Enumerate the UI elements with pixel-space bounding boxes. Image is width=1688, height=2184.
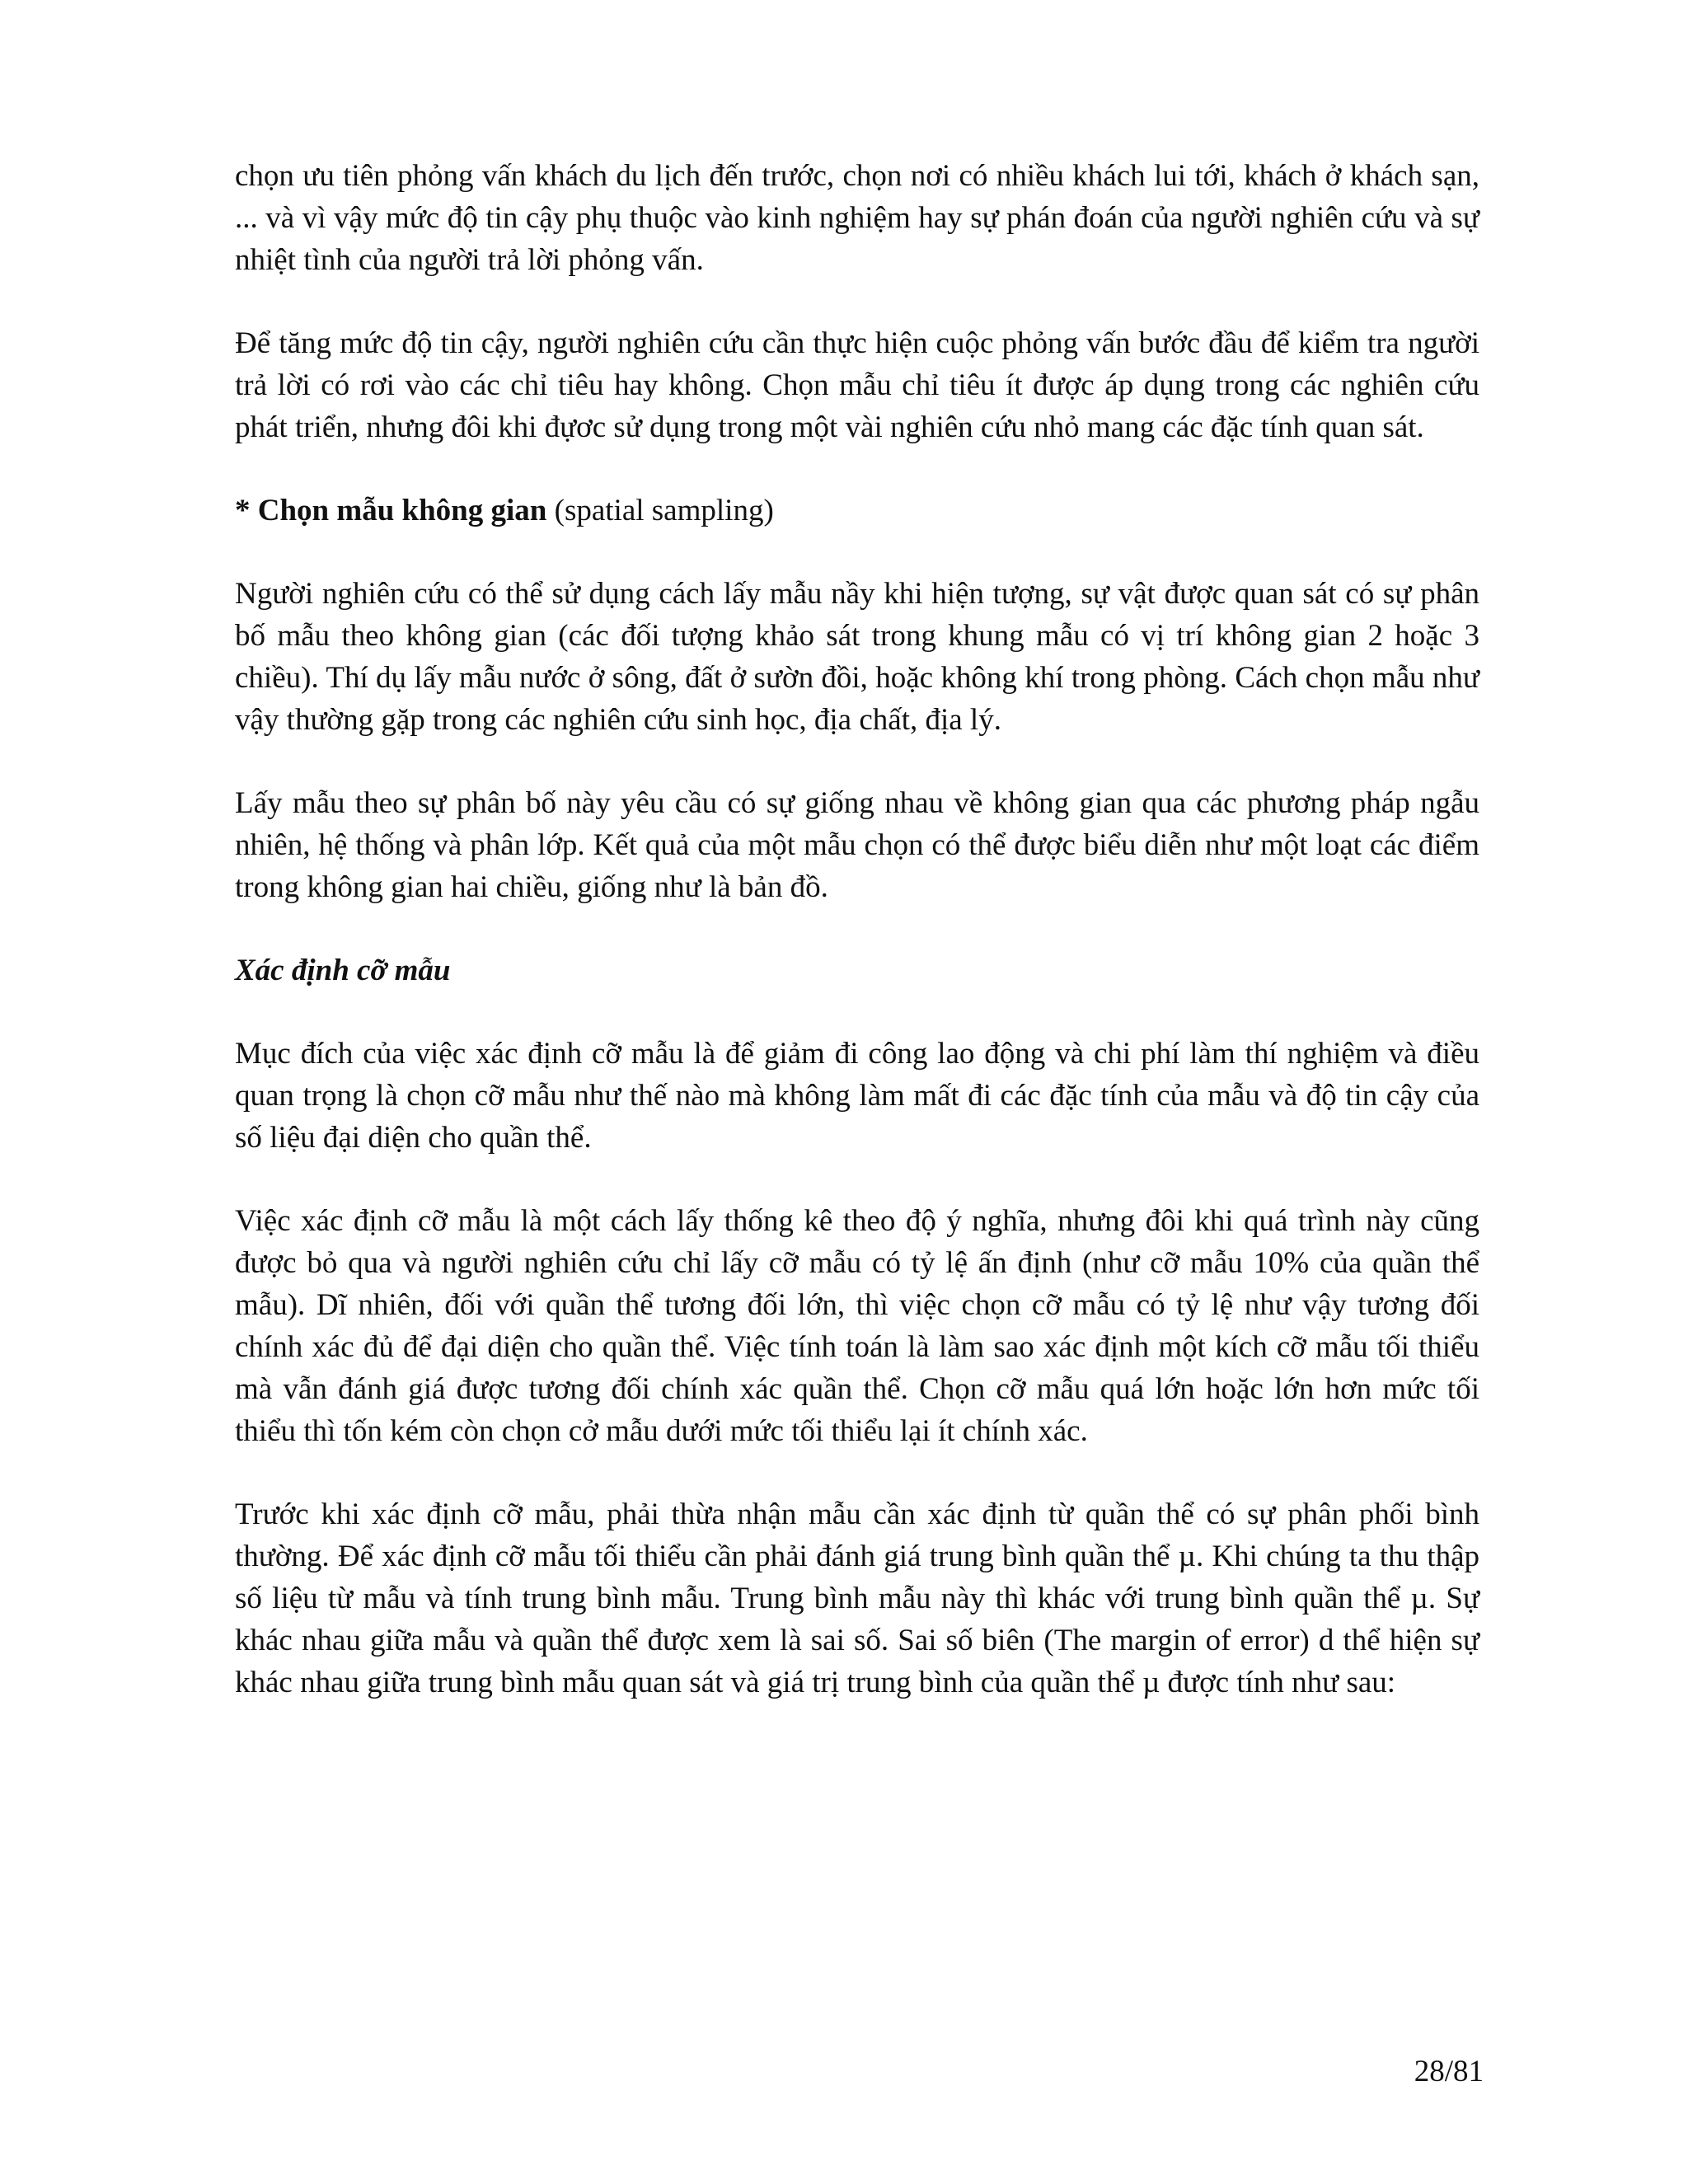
paragraph-spatial-distribution: Lấy mẫu theo sự phân bố này yêu cầu có sự giống nhau về không gian qua các phương pháp ngẫu nhiên, hệ thống và phân lớp. Kết quả của một mẫu chọn có thể được biểu diễn như một loạt các điểm trong không gian hai chiều, giống như là bản đồ. <box>235 786 1479 904</box>
heading-spatial-sampling <box>235 490 1479 532</box>
document-page <box>235 155 1479 1745</box>
paragraph-spatial-description: Người nghiên cứu có thể sử dụng cách lấy mẫu nầy khi hiện tượng, sự vật được quan sát có sự phân bố mẫu theo không gian (các đối tượng khảo sát trong khung mẫu có vị trí không gian 2 hoặc 3 chiều). Thí dụ lấy mẫu nước ở sông, đất ở sườn đồi, hoặc không khí trong phòng. Cách chọn mẫu như vậy thường gặp trong các nghiên cứu sinh học, địa chất, địa lý. <box>235 577 1479 737</box>
heading-spatial-sampling-bold: * Chọn mẫu không gian <box>235 494 547 527</box>
paragraph-margin-of-error: Trước khi xác định cỡ mẫu, phải thừa nhận mẫu cần xác định từ quần thể có sự phân phối bình thường. Để xác định cỡ mẫu tối thiểu cần phải đánh giá trung bình quần thể µ. Khi chúng ta thu thập số liệu từ mẫu và tính trung bình mẫu. Trung bình mẫu này thì khác với trung bình quần thể µ. Sự khác nhau giữa mẫu và quần thể được xem là sai số. Sai số biên (The margin of error) d thể hiện sự khác nhau giữa trung bình mẫu quan sát và giá trị trung bình của quần thể µ được tính như sau: <box>235 1497 1479 1699</box>
heading-spatial-sampling-english: (spatial sampling) <box>546 494 774 527</box>
paragraph-reliability: Để tăng mức độ tin cậy, người nghiên cứu cần thực hiện cuộc phỏng vấn bước đầu để kiểm tra người trả lời có rơi vào các chỉ tiêu hay không. Chọn mẫu chỉ tiêu ít được áp dụng trong các nghiên cứu phát triển, nhưng đôi khi đựơc sử dụng trong một vài nghiên cứu nhỏ mang các đặc tính quan sát. <box>235 326 1479 444</box>
page-number: 28/81 <box>1414 2055 1484 2088</box>
heading-sample-size: Xác định cỡ mẫu <box>235 954 451 987</box>
paragraph-quota-sampling-end: chọn ưu tiên phỏng vấn khách du lịch đến trước, chọn nơi có nhiều khách lui tới, khách ở khách sạn, ... và vì vậy mức độ tin cậy phụ thuộc vào kinh nghiệm hay sự phán đoán của người nghiên cứu và sự nhiệt tình của người trả lời phỏng vấn. <box>235 159 1479 277</box>
paragraph-sample-size-method: Việc xác định cỡ mẫu là một cách lấy thống kê theo độ ý nghĩa, nhưng đôi khi quá trình này cũng được bỏ qua và người nghiên cứu chỉ lấy cỡ mẫu có tỷ lệ ấn định (như cỡ mẫu 10% của quần thể mẫu). Dĩ nhiên, đối với quần thể tương đối lớn, thì việc chọn cỡ mẫu có tỷ lệ như vậy tương đối chính xác đủ để đại diện cho quần thể. Việc tính toán là làm sao xác định một kích cỡ mẫu tối thiểu mà vẫn đánh giá được tương đối chính xác quần thể. Chọn cỡ mẫu quá lớn hoặc lớn hơn mức tối thiểu thì tốn kém còn chọn cở mẫu dưới mức tối thiểu lại ít chính xác. <box>235 1204 1479 1448</box>
paragraph-sample-size-purpose: Mục đích của việc xác định cỡ mẫu là để giảm đi công lao động và chi phí làm thí nghiệm và điều quan trọng là chọn cỡ mẫu như thế nào mà không làm mất đi các đặc tính của mẫu và độ tin cậy của số liệu đại diện cho quần thể. <box>235 1037 1479 1155</box>
